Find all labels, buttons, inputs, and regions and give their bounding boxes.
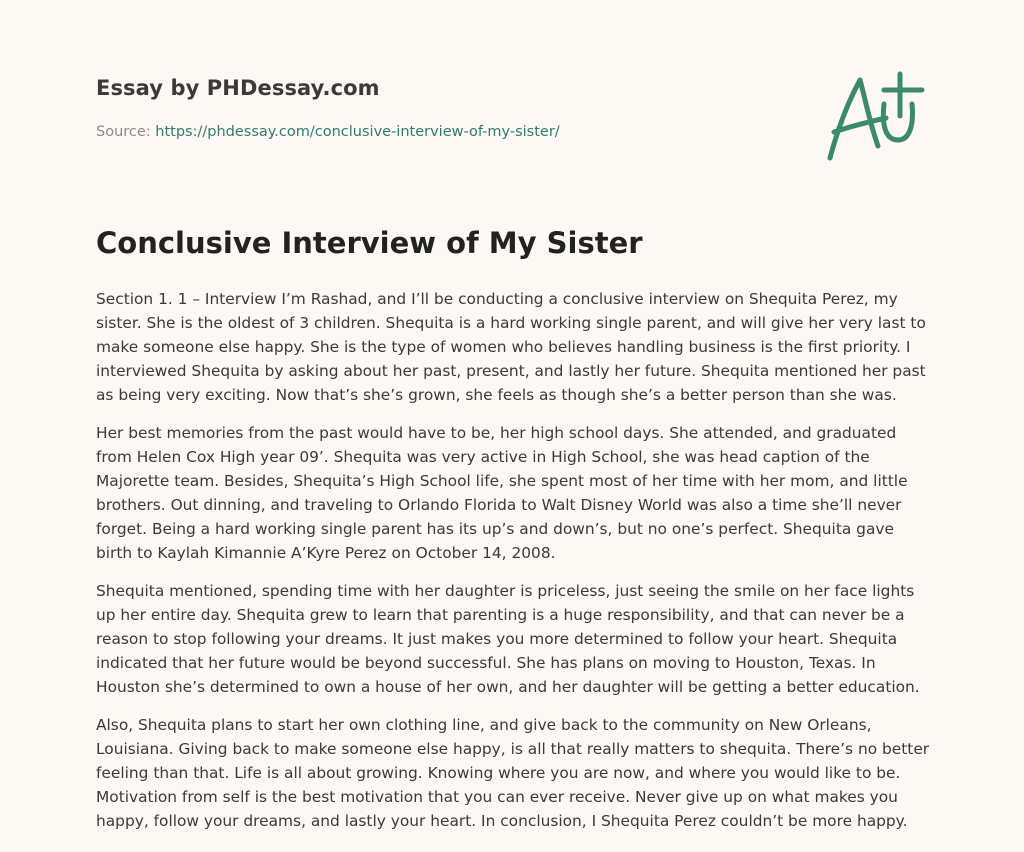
essay-paragraph: Section 1. 1 – Interview I’m Rashad, and I’ll be conducting a conclusive interview on Shequita Perez, my sister. She is the oldest of 3 children. Shequita is a hard working single parent, and will give her very last to make someone else happy. She is the type of women who believes handling business is the first priority. I interviewed Shequita by asking about her past, present, and lastly her future. Shequita mentioned her past as being very exciting. Now that’s she’s grown, she feels as though she’s a better person than she was. xyxy=(96,290,926,404)
source-line xyxy=(96,124,560,140)
essay-paragraph: Her best memories from the past would have to be, her high school days. She attended, and graduated from Helen Cox High year 09’. Shequita was very active in High School, she was head caption of the Majorette team. Besides, Shequita’s High School life, she spent most of her time with her mom, and little brothers. Out dinning, and traveling to Orlando Florida to Walt Disney World was also a time she’ll never forget. Being a hard working single parent has its up’s and down’s, but no one’s perfect. Shequita gave birth to Kaylah Kimannie A’Kyre Perez on October 14, 2008. xyxy=(96,424,908,562)
source-link[interactable]: https://phdessay.com/conclusive-interview-of-my-sister/ xyxy=(155,124,560,140)
essay-body xyxy=(96,287,932,847)
essay-paragraph: Also, Shequita plans to start her own clothing line, and give back to the community on New Orleans, Louisiana. Giving back to make someone else happy, is all that really matters to shequita. There’s no better feeling than that. Life is all about growing. Knowing where you are now, and where you would like to be. Motivation from self is the best motivation that you can ever receive. Never give up on what makes you happy, follow your dreams, and lastly your heart. In conclusion, I Shequita Perez couldn’t be more happy. xyxy=(96,716,930,830)
essay-paragraph: Shequita mentioned, spending time with her daughter is priceless, just seeing the smile on her face lights up her entire day. Shequita grew to learn that parenting is a huge responsibility, and that can never be a reason to stop following your dreams. It just makes you more determined to follow your heart. Shequita indicated that her future would be beyond successful. She has plans on moving to Houston, Texas. In Houston she’s determined to own a house of her own, and her daughter will be getting a better education. xyxy=(96,582,920,696)
site-brand: Essay by PHDessay.com xyxy=(96,76,380,100)
essay-title: Conclusive Interview of My Sister xyxy=(96,226,643,260)
a-plus-grade-icon xyxy=(822,68,926,164)
source-label: Source: xyxy=(96,124,156,140)
